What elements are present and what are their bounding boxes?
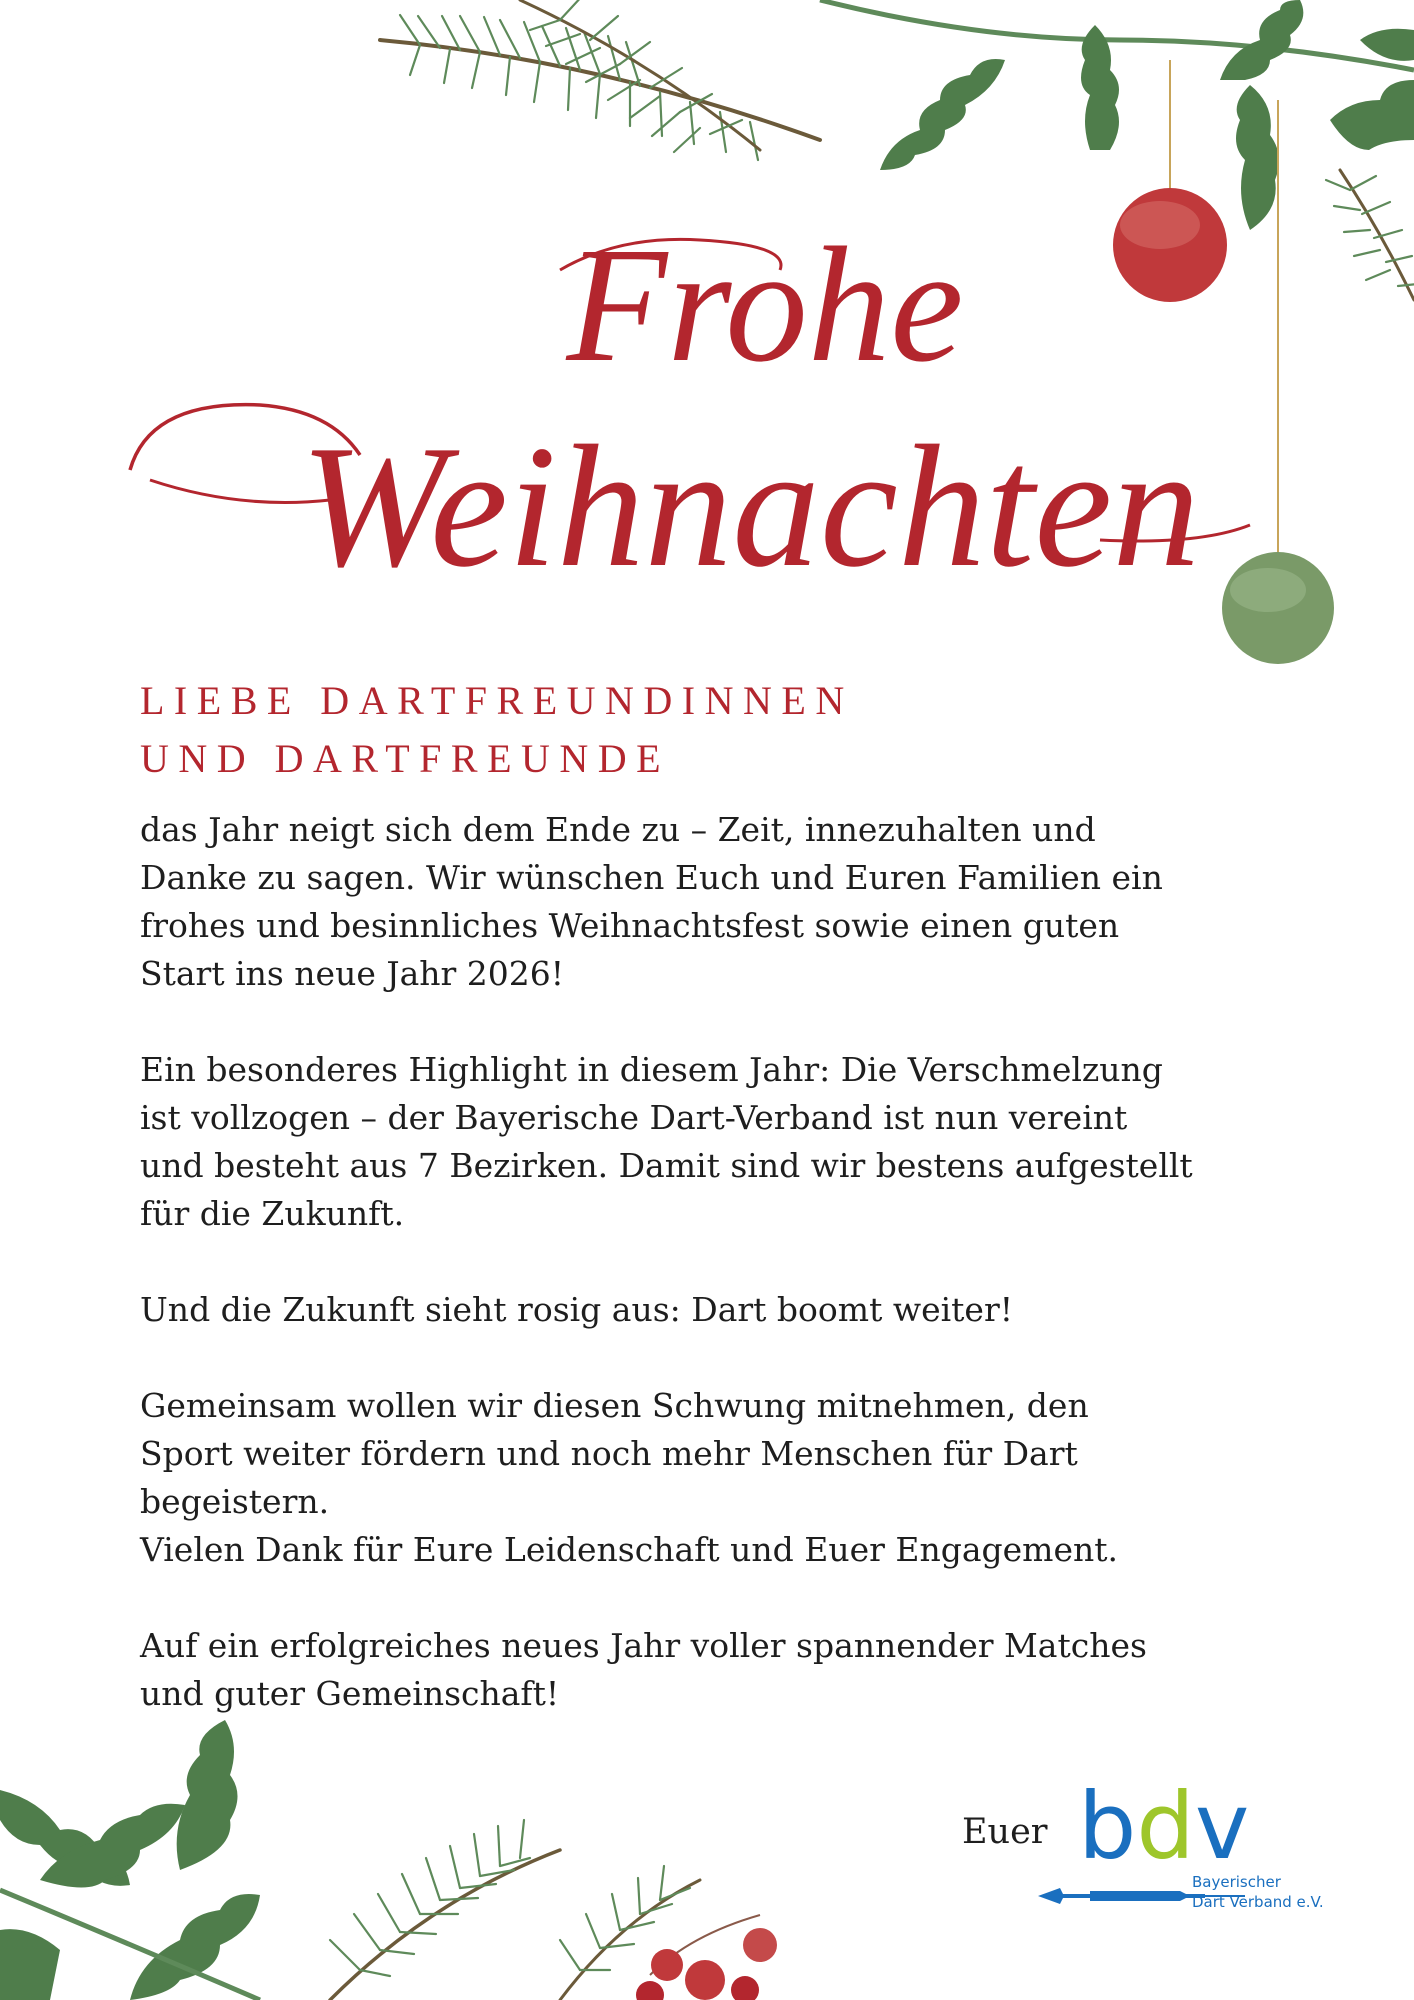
text-line: ist vollzogen – der Bayerische Dart-Verband ist nun vereint xyxy=(140,1098,1128,1137)
text-line: frohes und besinnliches Weihnachtsfest sowie einen guten xyxy=(140,906,1120,945)
paragraph xyxy=(140,1622,1280,1718)
pine-branch-icon xyxy=(330,1820,700,2000)
text-line: Sport weiter fördern und noch mehr Menschen für Dart xyxy=(140,1434,1078,1473)
text-line: Vielen Dank für Eure Leidenschaft und Euer Engagement. xyxy=(140,1530,1118,1569)
paragraph xyxy=(140,1382,1280,1574)
text-line: Gemeinsam wollen wir diesen Schwung mitnehmen, den xyxy=(140,1386,1089,1425)
paragraph xyxy=(140,1046,1280,1238)
berry-icon xyxy=(636,1915,777,2000)
greeting-line-1: LIEBE DARTFREUNDINNEN xyxy=(140,678,854,723)
text-line: begeistern. xyxy=(140,1482,330,1521)
signature: Euer xyxy=(962,1812,1048,1852)
text-line: Danke zu sagen. Wir wünschen Euch und Euren Familien ein xyxy=(140,858,1163,897)
logo-subtitle-1: Bayerischer xyxy=(1192,1873,1281,1891)
paragraph xyxy=(140,1286,1280,1334)
greeting-line-2: UND DARTFREUNDE xyxy=(140,736,671,781)
letter-body xyxy=(140,806,1280,1766)
card-title xyxy=(0,0,1414,640)
greeting-heading xyxy=(140,672,1140,788)
paragraph xyxy=(140,806,1280,998)
title-line-2: Weihnachten xyxy=(300,409,1200,603)
text-line: Auf ein erfolgreiches neues Jahr voller spannender Matches xyxy=(140,1626,1147,1665)
text-line: und besteht aus 7 Bezirken. Damit sind wir bestens aufgestellt xyxy=(140,1146,1193,1185)
logo-subtitle-2: Dart Verband e.V. xyxy=(1192,1893,1324,1911)
text-line: Start ins neue Jahr 2026! xyxy=(140,954,565,993)
title-line-1: Frohe xyxy=(566,213,964,396)
logo-wordmark: bdv xyxy=(1078,1773,1250,1880)
text-line: das Jahr neigt sich dem Ende zu – Zeit, innezuhalten und xyxy=(140,810,1096,849)
text-line: und guter Gemeinschaft! xyxy=(140,1674,560,1713)
text-line: Und die Zukunft sieht rosig aus: Dart boomt weiter! xyxy=(140,1290,1013,1329)
text-line: Ein besonderes Highlight in diesem Jahr: Die Verschmelzung xyxy=(140,1050,1163,1089)
text-line: für die Zukunft. xyxy=(140,1194,405,1233)
